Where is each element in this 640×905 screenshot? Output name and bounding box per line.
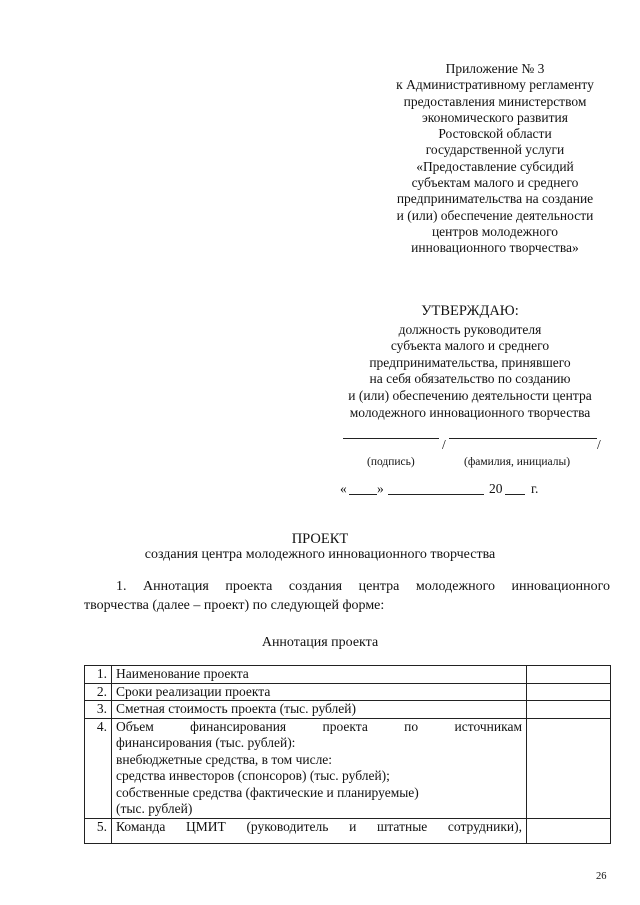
row-label (112, 818, 527, 844)
approval-block (322, 303, 618, 421)
row-label-line: Сроки реализации проекта (116, 683, 271, 699)
paragraph-annotation-intro (84, 577, 610, 615)
row-number: 4. (85, 718, 112, 818)
approval-line: субъекта малого и среднего (390, 338, 550, 354)
appendix-line: и (или) обеспечение деятельности (396, 207, 594, 223)
approval-line: предпринимательства, принявшего (369, 354, 571, 370)
signature-line (343, 438, 439, 439)
row-value-cell (527, 718, 611, 818)
table-row (85, 666, 611, 684)
row-label-line: финансирования (тыс. рублей): (116, 735, 296, 750)
appendix-line: субъектам малого и среднего (411, 175, 579, 191)
row-label-line: Сметная стоимость проекта (тыс. рублей) (116, 701, 357, 716)
appendix-line: «Предоставление субсидий (416, 158, 574, 174)
date-year-line (505, 494, 525, 495)
row-number: 1. (85, 666, 112, 684)
row-label-line: (тыс. рублей) (116, 801, 193, 816)
appendix-header (382, 61, 608, 257)
row-label (112, 701, 527, 719)
row-label-line: Команда ЦМИТ (руководитель и штатные сотрудники), (116, 818, 522, 834)
page-number: 26 (596, 871, 607, 882)
document-title: ПРОЕКТ (291, 531, 349, 547)
date-open-quote: « (340, 481, 347, 496)
row-value-cell (527, 683, 611, 701)
annotation-table (84, 665, 611, 844)
row-value-cell (527, 818, 611, 844)
appendix-line: предпринимательства на создание (396, 191, 594, 207)
name-line (449, 438, 597, 439)
table-row (85, 701, 611, 719)
date-year-suffix: г. (531, 481, 539, 496)
appendix-line: инновационного творчества» (411, 240, 579, 256)
appendix-line: государственной услуги (425, 142, 565, 158)
row-label-line: собственные средства (фактические и планируемые) (116, 784, 419, 800)
appendix-line: экономического развития (422, 109, 568, 125)
date-close-quote: » (377, 481, 384, 496)
row-label-line: Объем финансирования проекта по источникам (116, 718, 522, 734)
name-caption: (фамилия, инициалы) (464, 456, 571, 468)
date-century: 20 (489, 481, 503, 496)
date-day-line (349, 494, 377, 495)
row-value-cell (527, 666, 611, 684)
document-subtitle: создания центра молодежного инновационного творчества (144, 547, 496, 562)
approval-line: и (или) обеспечению деятельности центра (348, 387, 592, 403)
appendix-line: предоставления министерством (403, 93, 587, 109)
row-label-line: внебюджетные средства, в том числе: (116, 751, 333, 767)
table-row (85, 818, 611, 844)
table-row (85, 683, 611, 701)
date-month-line (388, 494, 484, 495)
approval-line: на себя обязательство по созданию (369, 371, 571, 387)
paragraph-line: 1. Аннотация проекта создания центра молодежного инновационного (116, 579, 610, 594)
signature-caption: (подпись) (367, 456, 415, 468)
table-row (85, 718, 611, 818)
signature-separator: / (442, 437, 446, 452)
row-label-line: Наименование проекта (116, 666, 249, 681)
row-label (112, 718, 527, 818)
paragraph-line: творчества (далее – проект) по следующей форме: (84, 598, 385, 613)
approval-heading: УТВЕРЖДАЮ: (421, 303, 519, 319)
approval-line: должность руководителя (398, 321, 542, 337)
row-value-cell (527, 701, 611, 719)
approval-line: молодежного инновационного творчества (349, 404, 591, 420)
table-caption: Аннотация проекта (261, 635, 379, 650)
row-number: 3. (85, 701, 112, 719)
row-label (112, 683, 527, 701)
row-label (112, 666, 527, 684)
appendix-line: Приложение № 3 (445, 61, 545, 76)
page-bottom-margin (0, 846, 640, 905)
appendix-line: к Административному регламенту (396, 77, 594, 93)
appendix-line: Ростовской области (438, 126, 552, 142)
appendix-line: центров молодежного (431, 223, 559, 239)
row-number: 5. (85, 818, 112, 844)
row-label-line: средства инвесторов (спонсоров) (тыс. рублей); (116, 768, 390, 783)
row-number: 2. (85, 683, 112, 701)
signature-end: / (597, 437, 601, 452)
